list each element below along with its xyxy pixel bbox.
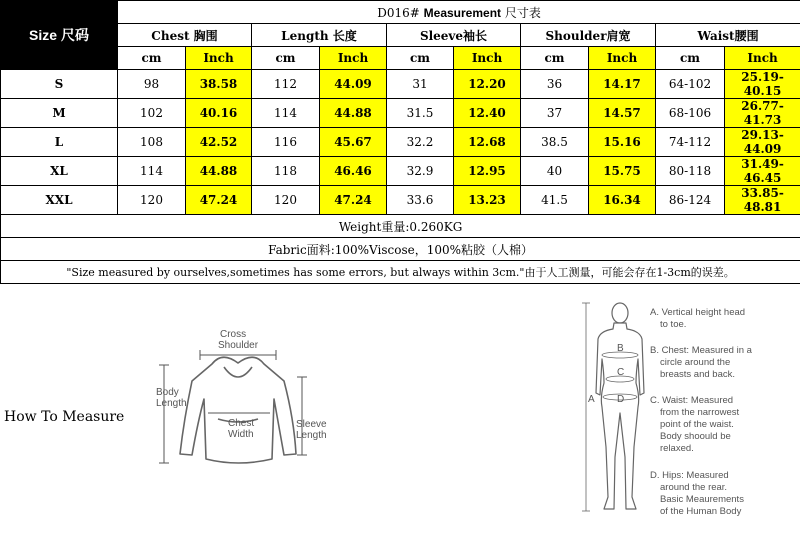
waist-cm-cell: 86-124 [656,186,725,215]
length-inch-cell: 44.09 [320,70,387,99]
size-cell: XL [1,157,118,186]
cross-shoulder-label-2: Shoulder [218,340,259,351]
length-cm-cell: 118 [252,157,320,186]
legend-c-line-4: Body shoould be [660,431,731,442]
chest-cm-cell: 108 [118,128,186,157]
title-cn: 尺寸表 [504,5,541,20]
chest-inch-cell: 40.16 [186,99,252,128]
chest-cm-cell: 114 [118,157,186,186]
sleeve-inch-cell: 12.95 [454,157,521,186]
unit-inch: Inch [454,47,521,70]
waist-cm-cell: 68-106 [656,99,725,128]
unit-inch: Inch [186,47,252,70]
body-letter-d: D [617,394,625,405]
shoulder-inch-cell: 16.34 [589,186,656,215]
chest-cm-cell: 102 [118,99,186,128]
sweater-diagram [150,329,340,483]
size-cell: S [1,70,118,99]
body-length-label-2: Length [156,398,187,409]
shoulder-cm-cell: 40 [521,157,589,186]
legend-d-line-2: around the rear. [660,482,728,493]
sleeve-cm-cell: 33.6 [387,186,454,215]
legend-c-line-2: from the narrowest [660,407,740,418]
sleeve-inch-cell: 12.40 [454,99,521,128]
unit-cm: cm [118,47,186,70]
group-header-length: Length 长度 [252,24,387,47]
length-inch-cell: 46.46 [320,157,387,186]
size-column-header: Size 尺码 [1,1,118,70]
legend-a-line-2: to toe. [660,319,687,330]
waist-inch-cell: 25.19-40.15 [725,70,800,99]
waist-cm-cell: 64-102 [656,70,725,99]
legend-c-line-5: relaxed. [660,443,694,454]
legend-d-line-4: of the Human Body [660,506,742,517]
sleeve-cm-cell: 32.9 [387,157,454,186]
waist-inch-cell: 26.77-41.73 [725,99,800,128]
unit-inch: Inch [725,47,800,70]
unit-inch: Inch [589,47,656,70]
group-header-shoulder: Shoulder肩宽 [521,24,656,47]
chest-inch-cell: 47.24 [186,186,252,215]
sweater-illustration [150,329,340,479]
shoulder-cm-cell: 38.5 [521,128,589,157]
chest-width-label-2: Width [228,429,254,440]
chest-inch-cell: 42.52 [186,128,252,157]
waist-cm-cell: 80-118 [656,157,725,186]
sleeve-inch-cell: 12.20 [454,70,521,99]
table-row [1,70,800,99]
sleeve-inch-cell: 13.23 [454,186,521,215]
size-cell: M [1,99,118,128]
sleeve-cm-cell: 31.5 [387,99,454,128]
table-row [1,186,800,215]
shoulder-inch-cell: 15.16 [589,128,656,157]
chest-inch-cell: 38.58 [186,70,252,99]
body-letter-a: A [588,394,595,405]
length-cm-cell: 112 [252,70,320,99]
waist-inch-cell: 29.13-44.09 [725,128,800,157]
sleeve-inch-cell: 12.68 [454,128,521,157]
sleeve-cm-cell: 32.2 [387,128,454,157]
body-legend [650,307,753,517]
waist-cm-cell: 74-112 [656,128,725,157]
length-inch-cell: 44.88 [320,99,387,128]
body-illustration [578,297,788,537]
table-row [1,128,800,157]
group-header-sleeve: Sleeve袖长 [387,24,521,47]
shoulder-cm-cell: 37 [521,99,589,128]
size-cell: XXL [1,186,118,215]
group-header-chest: Chest 胸围 [118,24,252,47]
legend-d-line-1: D. Hips: Measured [650,470,729,481]
shoulder-cm-cell: 36 [521,70,589,99]
sleeve-cm-cell: 31 [387,70,454,99]
size-cell: L [1,128,118,157]
chest-width-label-1: Chest [228,418,255,429]
cross-shoulder-label-1: Cross [220,329,247,340]
legend-b-line-3: breasts and back. [660,369,735,380]
shoulder-cm-cell: 41.5 [521,186,589,215]
legend-c-line-1: C. Waist: Measured [650,395,734,406]
chest-inch-cell: 44.88 [186,157,252,186]
chest-cm-cell: 98 [118,70,186,99]
shoulder-inch-cell: 15.75 [589,157,656,186]
weight-note: Weight重量:0.260KG [1,215,800,238]
legend-c-line-3: point of the waist. [660,419,734,430]
length-inch-cell: 47.24 [320,186,387,215]
unit-cm: cm [521,47,589,70]
waist-inch-cell: 31.49-46.45 [725,157,800,186]
table-title [118,1,800,24]
title-main: Measurement [423,5,502,20]
chest-cm-cell: 120 [118,186,186,215]
shoulder-inch-cell: 14.17 [589,70,656,99]
body-letter-c: C [617,367,625,378]
table-row [1,157,800,186]
unit-cm: cm [387,47,454,70]
body-length-label-1: Body [156,387,179,398]
group-header-waist: Waist腰围 [656,24,800,47]
sleeve-length-label-2: Length [296,430,327,441]
legend-a-line-1: A. Vertical height head [650,307,746,318]
legend-d-line-3: Basic Meaurements [660,494,744,505]
unit-cm: cm [252,47,320,70]
shoulder-inch-cell: 14.57 [589,99,656,128]
how-to-measure-label: How To Measure [4,409,125,425]
legend-b-line-1: B. Chest: Measured in a [650,345,752,356]
how-to-measure-section [0,289,800,546]
disclaimer-note: "Size measured by ourselves,sometimes has some errors, but always within 3cm."由于人工测量，可能会存在1-3cm的误差。 [1,261,800,284]
unit-inch: Inch [320,47,387,70]
body-letter-b: B [617,343,624,354]
length-cm-cell: 114 [252,99,320,128]
unit-cm: cm [656,47,725,70]
length-cm-cell: 120 [252,186,320,215]
title-code: D016# [377,5,420,20]
length-inch-cell: 45.67 [320,128,387,157]
waist-inch-cell: 33.85-48.81 [725,186,800,215]
fabric-note: Fabric面料:100%Viscose，100%粘胶（人棉） [1,238,800,261]
legend-b-line-2: circle around the [660,357,731,368]
sleeve-length-label-1: Sleeve [296,419,327,430]
size-rows [1,70,800,284]
table-row [1,99,800,128]
length-cm-cell: 116 [252,128,320,157]
body-diagram [578,297,788,541]
